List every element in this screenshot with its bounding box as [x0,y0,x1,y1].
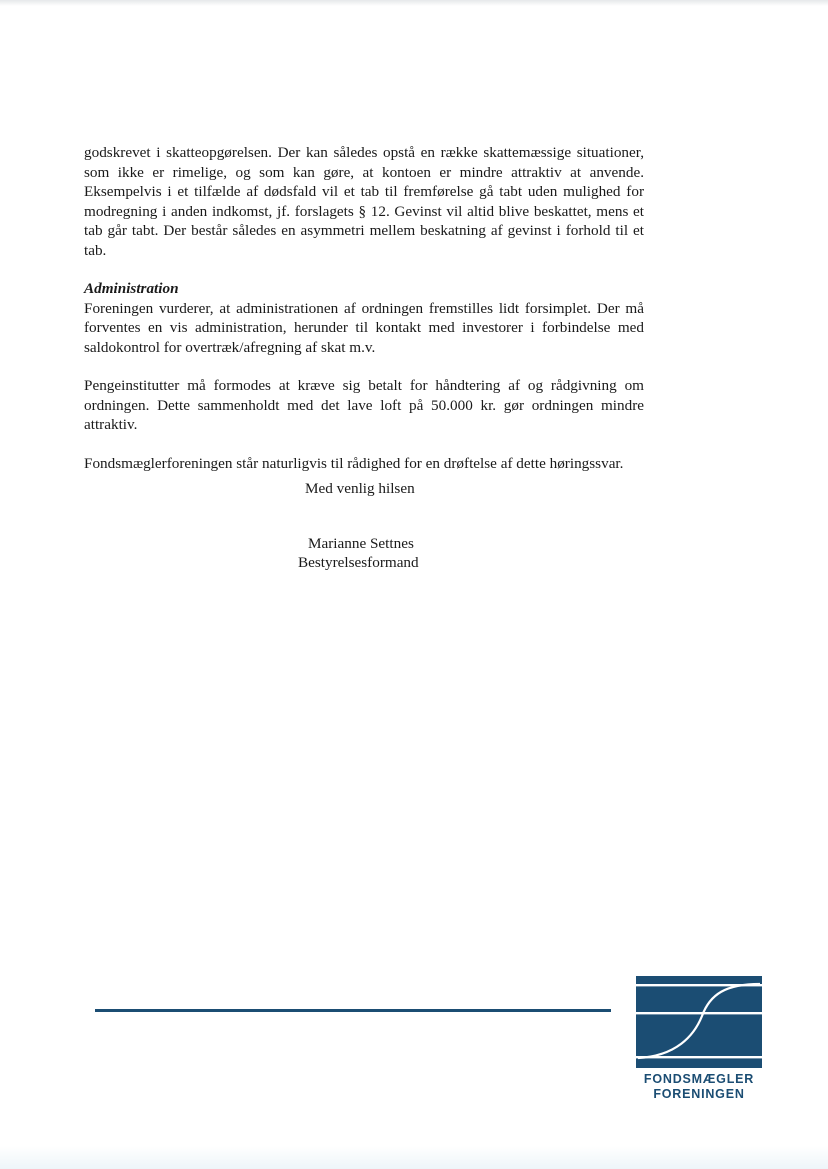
paragraph-tax-asymmetry: godskrevet i skatteopgørelsen. Der kan således opstå en række skattemæssige situationer, som ikke er rimelige, og som kan gøre, at kontoen er mindre attraktiv at anvende. Eksempelvis i et tilfælde af dødsfald vil et tab til fremførelse gå tabt uden mulighed for modregning i anden indkomst, jf. forslagets § 12. Gevinst vil altid blive beskattet, mens et tab går tabt. Der består således en asymmetri mellem beskatning af gevinst i forhold til et tab. [84,144,644,259]
section-heading-administration: Administration [84,280,179,297]
scan-edge-top [0,0,828,6]
paragraph-bank-fees: Pengeinstitutter må formodes at kræve sig betalt for håndtering af og rådgivning om ordningen. Dette sammenholdt med det lave loft på 50.000 kr. gør ordningen mindre attraktiv. [84,377,644,433]
signer-title: Bestyrelsesformand [298,554,419,571]
paragraph-availability: Fondsmæglerforeningen står naturligvis til rådighed for en drøftelse af dette høringssvar. [84,454,624,472]
fondsmaegler-logo-icon [636,976,762,1068]
scan-edge-bottom [0,1146,828,1169]
letter-body [84,143,644,473]
signer-name: Marianne Settnes [308,535,414,552]
paragraph-administration: Foreningen vurderer, at administrationen af ordningen fremstilles lidt forsimplet. Der må forventes en vis administration, herunder til kontakt med investorer i forbindelse med saldokontrol for overtræk/afregning af skat m.v. [84,299,644,356]
logo-text-line2: FORENINGEN [653,1087,745,1101]
footer-rule [95,1009,611,1012]
closing-greeting: Med venlig hilsen [305,480,415,497]
logo-text-line1: FONDSMÆGLER [643,1072,755,1086]
